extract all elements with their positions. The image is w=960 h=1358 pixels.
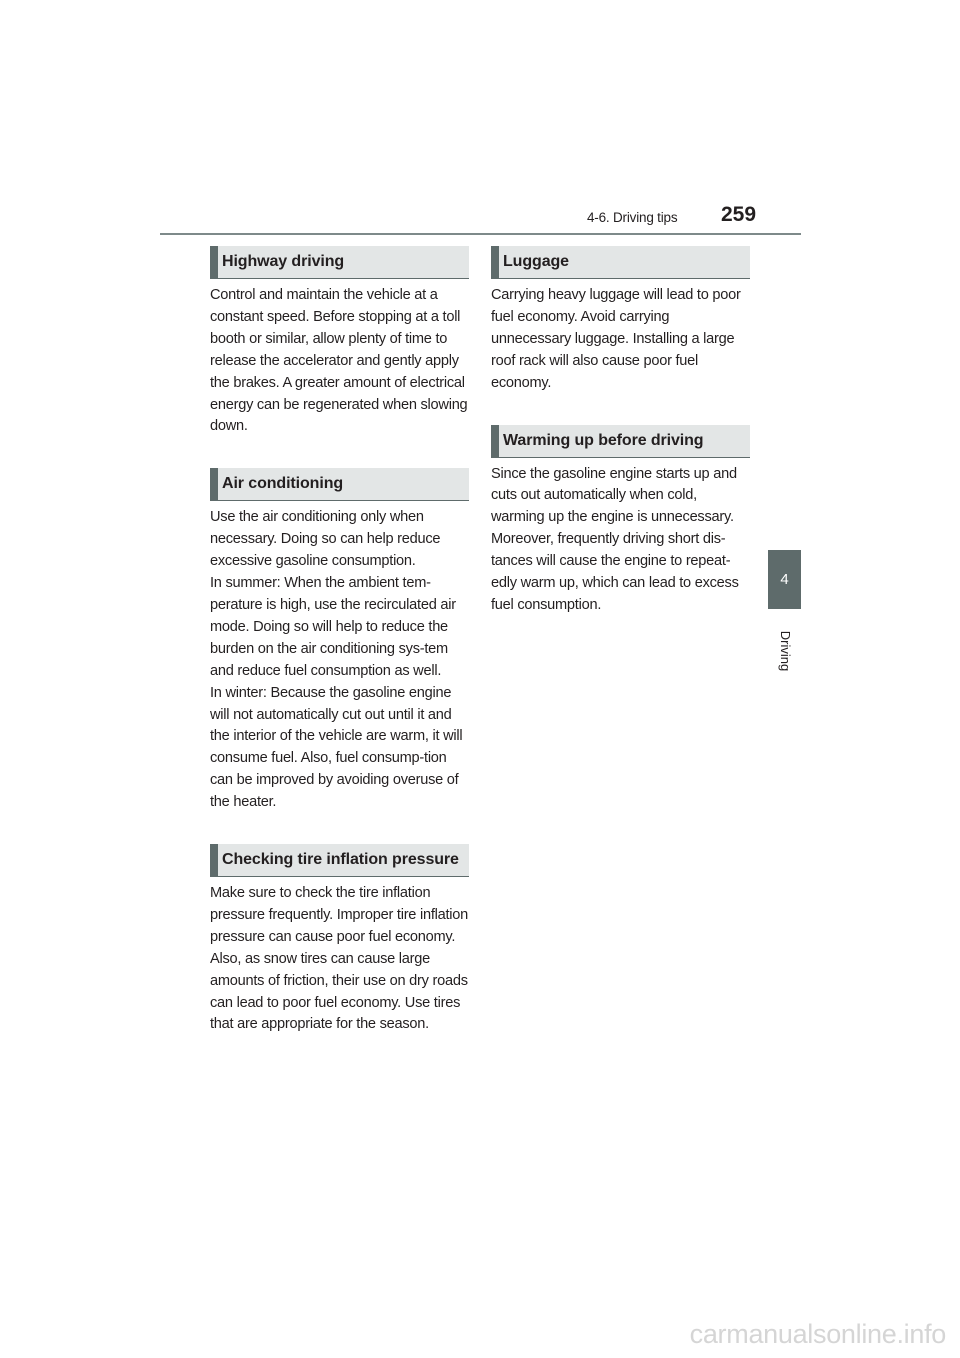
section-heading: Air conditioning xyxy=(210,468,469,501)
left-column xyxy=(210,246,469,1036)
section-air-conditioning xyxy=(210,468,469,814)
section-heading: Luggage xyxy=(491,246,750,279)
section-body xyxy=(210,501,469,814)
paragraph: Also, as snow tires can cause large amounts of friction, their use on dry roads can lead to poor fuel economy. Use tires that are appropriate for the season. xyxy=(210,950,468,1033)
section-heading: Highway driving xyxy=(210,246,469,279)
paragraph: Control and maintain the vehicle at a constant speed. Before stopping at a toll booth or similar, allow plenty of time to release the accelerator and gently apply the brakes. A greater amount of electrical energy can be regenerated when slowing down. xyxy=(210,287,468,435)
section-luggage xyxy=(491,246,750,395)
section-warming-up xyxy=(491,425,750,617)
paragraph: Make sure to check the tire inflation pressure frequently. Improper tire inflation pressure can cause poor fuel economy. xyxy=(210,885,469,945)
watermark: carmanualsonline.info xyxy=(689,1319,946,1349)
section-body xyxy=(491,279,750,395)
right-column xyxy=(491,246,750,617)
page-number: 259 xyxy=(721,203,757,226)
section-body xyxy=(491,458,750,617)
section-tire-inflation xyxy=(210,844,469,1036)
paragraph: In summer: When the ambient tem-perature is high, use the recirculated air mode. Doing so will help to reduce the burden on the air conditioning sys-tem and reduce fuel consumption as well. xyxy=(210,575,456,679)
paragraph: In winter: Because the gasoline engine will not automatically cut out until it and the interior of the vehicle are warm, it will consume fuel. Also, fuel consump-tion can be improved by avoiding overuse of the heater. xyxy=(210,684,463,811)
section-body xyxy=(210,279,469,438)
paragraph: Carrying heavy luggage will lead to poor fuel economy. Avoid carrying unnecessary luggage. Installing a large roof rack will also cause poor fuel economy. xyxy=(491,287,741,391)
paragraph: Use the air conditioning only when necessary. Doing so can help reduce excessive gasoline consumption. xyxy=(210,509,441,570)
section-heading: Checking tire inflation pressure xyxy=(210,844,469,877)
header-divider xyxy=(160,233,801,235)
chapter-tab-label: Driving xyxy=(778,630,793,672)
paragraph: Since the gasoline engine starts up and cuts out automatically when cold, warming up the engine is unnecessary. Moreover, frequently driving short dis-tances will cause the engine to repeat-edly warm up, which can lead to excess fuel consumption. xyxy=(491,465,739,613)
chapter-tab: 4 xyxy=(768,550,801,609)
section-highway-driving xyxy=(210,246,469,438)
header-section-title: 4-6. Driving tips xyxy=(587,210,678,225)
section-body xyxy=(210,877,469,1036)
section-heading: Warming up before driving xyxy=(491,425,750,458)
